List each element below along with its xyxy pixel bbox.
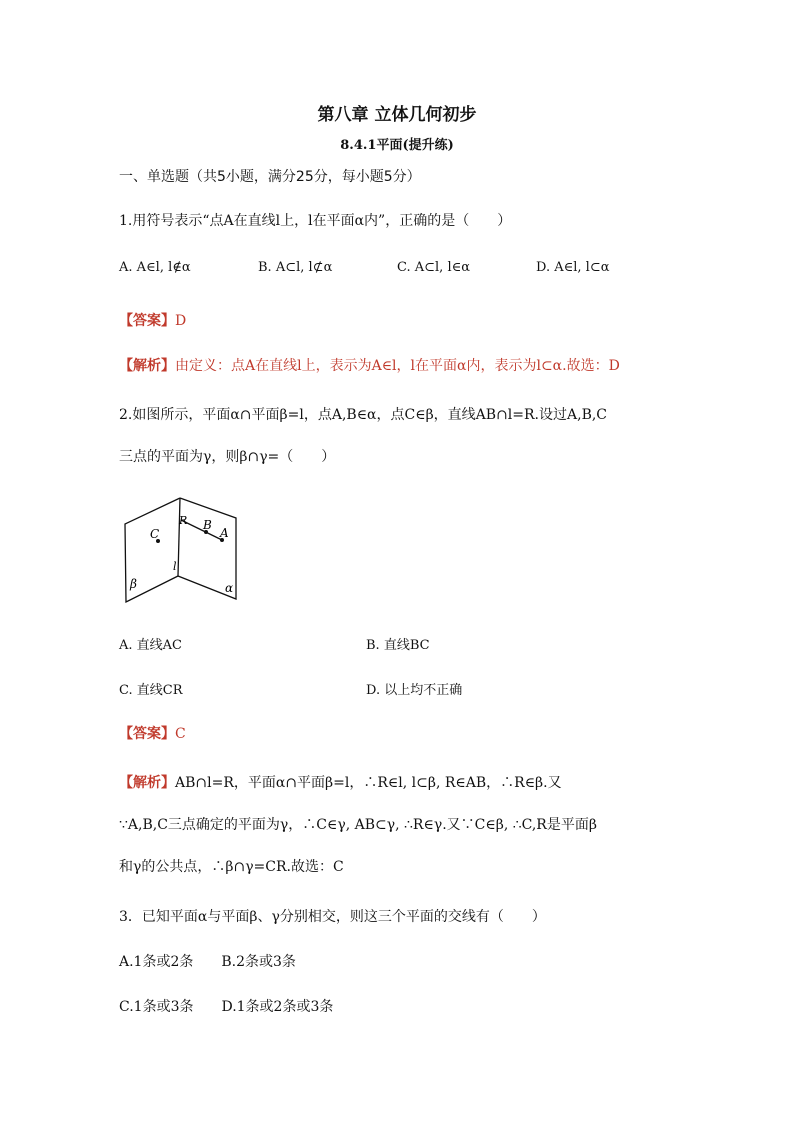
analysis-text: 由定义：点A在直线l上，表示为A∈l，l在平面α内，表示为l⊂α.故选：D (175, 358, 620, 374)
q1-option-d: D. A∈l, l⊂α (536, 260, 610, 275)
q1-option-a: A. A∈l, l∉α (119, 260, 191, 275)
q3-options-line1: A.1条或2条 B.2条或3条 (119, 954, 296, 970)
answer-tag: 【答案】 (119, 726, 175, 742)
q1-option-b: B. A⊂l, l⊄α (258, 260, 333, 275)
question-2-stem-line2: 三点的平面为γ，则β∩γ=（ ） (119, 449, 336, 465)
answer-tag: 【答案】 (119, 313, 175, 329)
label-c: C (150, 527, 160, 541)
q1-option-c: C. A⊂l, l∈α (397, 260, 471, 275)
q2-analysis-line3: 和γ的公共点，∴β∩γ=CR.故选：C (119, 859, 344, 875)
part-heading: 一、单选题（共5小题，满分25分，每小题5分） (119, 169, 421, 185)
planes-figure (118, 494, 268, 606)
q2-option-a: A. 直线AC (119, 638, 182, 653)
answer-value: C (175, 726, 186, 742)
question-2-stem-line1: 2.如图所示，平面α∩平面β=l，点A,B∈α，点C∈β，直线AB∩l=R.设过A,B,C (119, 407, 608, 423)
q2-option-b: B. 直线BC (366, 638, 430, 653)
label-beta: β (130, 577, 137, 591)
q1-analysis (119, 355, 620, 375)
chapter-title: 第八章 立体几何初步 (317, 105, 477, 125)
analysis-tag: 【解析】 (119, 358, 175, 374)
label-alpha: α (225, 581, 234, 595)
label-b: B (203, 518, 212, 532)
label-r: R (179, 514, 188, 527)
q2-analysis-line2: ∵A,B,C三点确定的平面为γ，∴C∈γ, AB⊂γ, ∴R∈γ.又∵C∈β, ∴C,R是平面β (119, 817, 597, 833)
q2-option-d: D. 以上均不正确 (366, 683, 463, 698)
q3-options-line2: C.1条或3条 D.1条或2条或3条 (119, 999, 334, 1015)
q2-option-c: C. 直线CR (119, 683, 183, 698)
analysis-tag: 【解析】 (119, 775, 175, 791)
label-l: l (173, 560, 177, 573)
analysis-text: AB∩l=R，平面α∩平面β=l，∴R∈l, l⊂β, R∈AB，∴R∈β.又 (175, 775, 562, 791)
question-3-stem: 3．已知平面α与平面β、γ分别相交，则这三个平面的交线有（ ） (119, 909, 546, 925)
answer-value: D (175, 313, 187, 329)
label-a: A (220, 526, 229, 540)
question-1-stem: 1.用符号表示“点A在直线l上，l在平面α内”，正确的是（ ） (119, 213, 512, 229)
line-l (178, 498, 180, 576)
section-title: 8.4.1平面(提升练) (340, 138, 454, 153)
q2-analysis-line1 (119, 772, 562, 792)
q1-answer (119, 310, 186, 330)
q2-answer (119, 723, 186, 743)
